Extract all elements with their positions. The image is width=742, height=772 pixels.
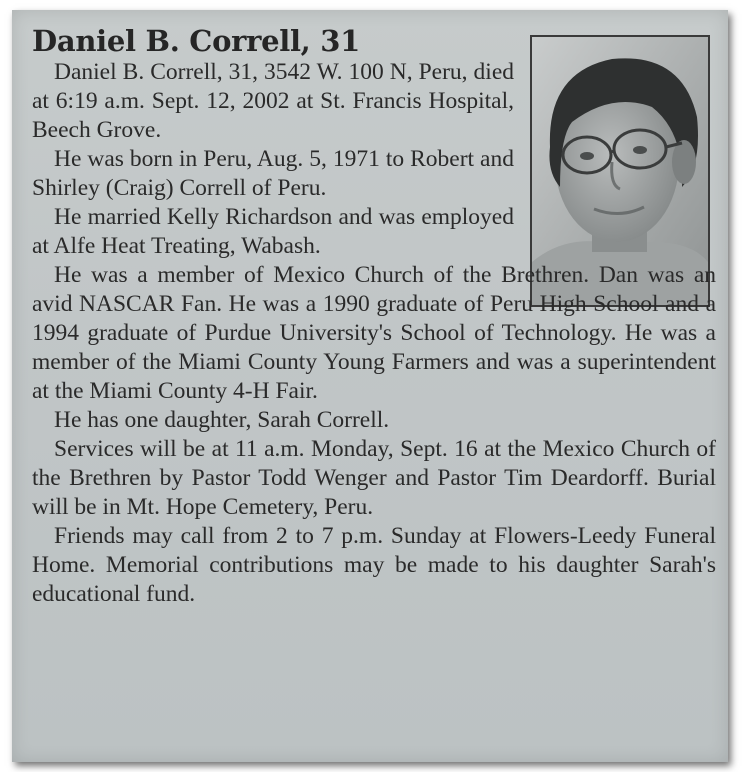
paragraph-services: Services will be at 11 a.m. Monday, Sept. 16 at the Mexico Church of the Brethren by Pastor Todd Wenger and Pastor Tim Deardorff. Burial will be in Mt. Hope Cemetery, Peru. <box>32 436 716 520</box>
paragraph-marriage-employment: He married Kelly Richardson and was employed at Alfe Heat Treating, Wabash. <box>32 204 514 259</box>
paragraph-memberships: He was a member of Mexico Church of the Brethren. Dan was an avid NASCAR Fan. He was a 1990 graduate of Peru High School and a 1994 graduate of Purdue University's School of Technology. He was a member of the Miami County Young Farmers and was a superintendent at the Miami County 4-H Fair. <box>32 262 716 404</box>
paragraph-birth: He was born in Peru, Aug. 5, 1971 to Robert and Shirley (Craig) Correll of Peru. <box>32 146 514 201</box>
headline: Daniel B. Correll, 31 <box>32 24 361 58</box>
paragraph-death-notice: Daniel B. Correll, 31, 3542 W. 100 N, Peru, died at 6:19 a.m. Sept. 12, 2002 at St. Francis Hospital, Beech Grove. <box>32 59 514 143</box>
paragraph-survivors: He has one daughter, Sarah Correll. <box>54 407 390 433</box>
paragraph-visitation: Friends may call from 2 to 7 p.m. Sunday at Flowers-Leedy Funeral Home. Memorial contributions may be made to his daughter Sarah's educational fund. <box>32 523 716 607</box>
obituary-clipping <box>12 10 728 762</box>
obituary-body <box>32 58 716 609</box>
